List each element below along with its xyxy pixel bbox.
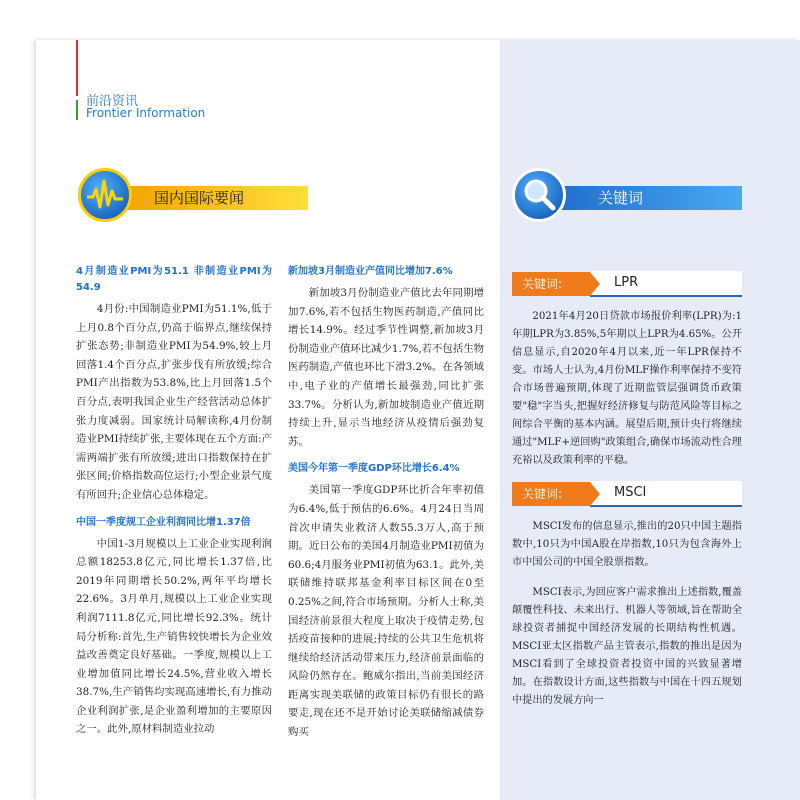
article-title-industrial-profit: 中国一季度规工企业利润同比增1.37倍 (76, 516, 251, 528)
header-accent-green (76, 100, 78, 120)
section-header-en: Frontier Information (86, 106, 206, 120)
magnifier-icon (512, 168, 566, 222)
keyword-word-msci: MSCI (590, 481, 742, 507)
article-title-singapore: 新加坡3月制造业产值同比增加7.6% (288, 266, 453, 277)
article-body-pmi: 4月份:中国制造业PMI为51.1%,低于上月0.8个百分点,仍高于临界点,继续保持扩张态势;非制造业PMI为54.9%,较上月回落1.4个百分点,扩张步伐有所放缓;综合PMI产出指数为53.8%,比上月回落1.5个百分点,表明我国企业生产经营活动总体扩张力度减弱。国家统计局解读称,4月份制造业PMI持续扩张,主要体现在五个方面:产需两端扩张有所放缓;进出口指数保持在扩张区间;价格指数高位运行;小型企业景气度有所回升;企业信心总体稳定。 (76, 303, 272, 501)
keywords-banner-title: 关键词 (598, 189, 644, 207)
keyword-body-msci-2: MSCI表示,为回应客户需求推出上述指数,覆盖颠覆性科技、未来出行、机器人等领域,旨在帮助全球投资者捕捉中国经济发展的长期结构性机遇。MSCI亚太区指数产品主管表示,指数的推出是因为MSCI看到了全球投资者投资中国的兴致显著增加。在指数设计方面,这些指数与中国在十四五规划中提出的发展方向一 (512, 587, 742, 706)
news-column-2 (288, 262, 484, 752)
keywords-banner (512, 168, 742, 222)
header-accent-red (76, 40, 78, 96)
article-body-us-gdp: 美国第一季度GDP环比折合年率初值为6.4%,低于预估的6.6%。4月24日当周首次申请失业救济人数55.3万人,高于预期。近日公布的美国4月制造业PMI初值为60.6;4月服务业PMI初值为63.1。此外,美联储维持联邦基金利率目标区间在0至0.25%之间,符合市场预期。分析人士称,美国经济前景很大程度上取决于疫情走势,包括疫苗接种的进展;持续的公共卫生危机将继续给经济活动带来压力,经济前景面临的风险仍然存在。鲍威尔指出,当前美国经济距离实现美联储的政策目标仍有很长的路要走,现在还不是开始讨论美联储缩减债券购买 (288, 484, 484, 739)
keywords-banner-bar (558, 186, 742, 210)
article-body-industrial-profit: 中国1-3月规模以上工业企业实现利润总额18253.8亿元,同比增长1.37倍,比2019年同期增长50.2%,两年平均增长22.6%。3月单月,规模以上工业企业实现利润7111.8亿元,同比增长92.3%。统计局分析称:首先,生产销售较快增长为企业效益改善奠定良好基础。一季度,规模以上工业增加值同比增长24.5%,营业收入增长38.7%,生产销售均实现高速增长,有力推动企业利润扩张,是企业盈利增加的主要原因之一。此外,原材料制造业拉动 (76, 537, 272, 736)
section-header-cn: 前沿资讯 (86, 94, 139, 109)
keyword-word-lpr: LPR (590, 271, 742, 297)
article-title-us-gdp: 美国今年第一季度GDP环比增长6.4% (288, 463, 460, 475)
waveform-icon (78, 168, 132, 222)
news-column-1 (76, 262, 272, 749)
keywords-column (512, 272, 742, 722)
article-title-pmi: 4月制造业PMI为51.1 非制造业PMI为54.9 (76, 266, 272, 293)
keyword-tag: 关键词: (512, 482, 590, 506)
keyword-tag: 关键词: (512, 272, 590, 296)
article-body-singapore: 新加坡3月份制造业产值比去年同期增加7.6%,若不包括生物医药制造,产值同比增长14.9%。经过季节性调整,新加坡3月份制造业产值环比减少1.7%,若不包括生物医药制造,产值也环比下滑3.2%。在各领域中,电子业的产值增长最强劲,同比扩张33.7%。分析认为,新加坡制造业产值近期持续上升,显示当地经济从疫情后强劲复苏。 (288, 287, 484, 448)
keyword-heading-msci (512, 482, 742, 506)
keyword-heading-lpr (512, 272, 742, 296)
keyword-body-msci-1: MSCI发布的信息显示,推出的20只中国主题指数中,10只为中国A股在岸指数,10只为包含海外上市中国公司的中国全股票指数。 (512, 521, 742, 568)
news-banner (78, 168, 308, 222)
news-banner-title: 国内国际要闻 (154, 189, 245, 207)
keyword-body-lpr: 2021年4月20日贷款市场报价利率(LPR)为:1年期LPR为3.85%,5年期以上LPR为4.65%。公开信息显示,自2020年4月以来,近一年LPR保持不变。市场人士认为,4月份MLF操作利率保持不变符合市场普遍预期,体现了近期监管层强调货币政策要"稳"字当头,把握好经济修复与防范风险等目标之间综合平衡的基本内涵。展望后期,预计央行将继续通过"MLF+逆回购"政策组合,确保市场流动性合理充裕以及政策利率的平稳。 (512, 311, 742, 466)
magazine-page (36, 40, 800, 800)
